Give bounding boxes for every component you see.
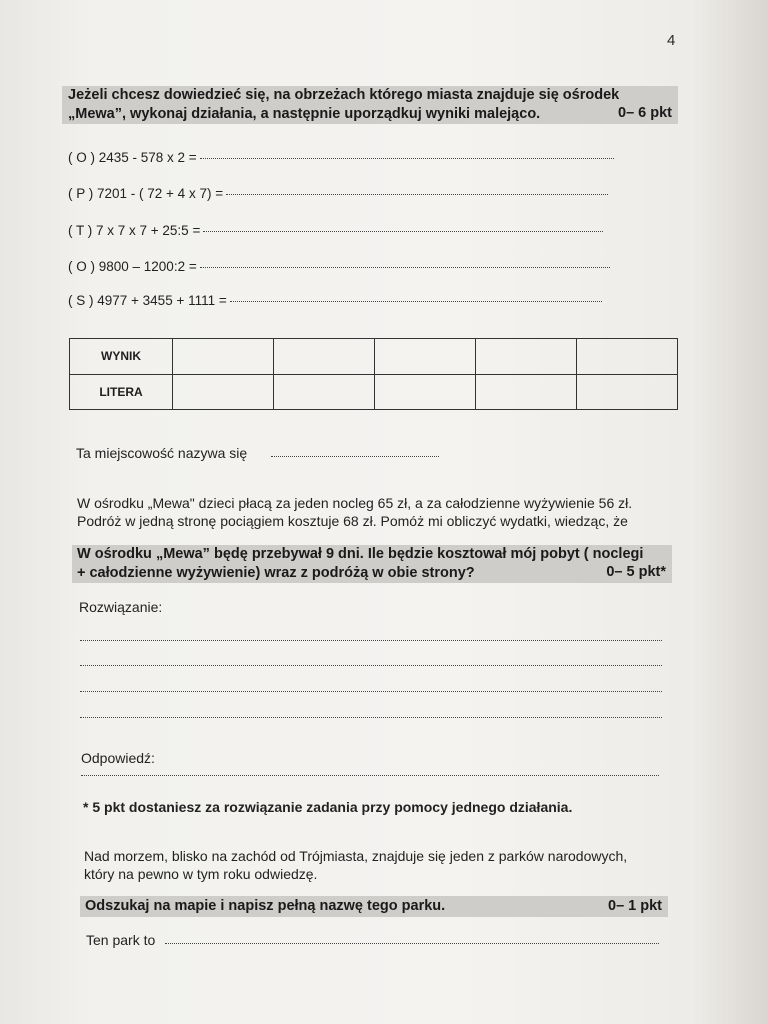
table-cell[interactable] (577, 374, 678, 410)
equation-row (68, 293, 602, 308)
answer-line[interactable] (81, 775, 659, 776)
table-cell[interactable] (173, 339, 274, 375)
equation-row (68, 259, 610, 274)
equation-row (68, 150, 614, 165)
equation-row (68, 186, 608, 201)
answer-label: Odpowiedź: (81, 750, 155, 766)
table-cell[interactable] (375, 339, 476, 375)
result-table (69, 338, 678, 410)
task3-intro-line1: Nad morzem, blisko na zachód od Trójmiasta, znajduje się jeden z parków narodowych, (84, 848, 628, 864)
equation-text: ( P ) 7201 - ( 72 + 4 x 7) = (68, 186, 224, 201)
equation-text: ( O ) 9800 – 1200:2 = (68, 259, 197, 274)
solution-line[interactable] (80, 691, 662, 692)
task1-header (62, 86, 678, 124)
table-cell[interactable] (577, 339, 678, 375)
park-prompt: Ten park to (86, 932, 156, 948)
solution-line[interactable] (80, 717, 662, 718)
row-label-litera: LITERA (70, 374, 173, 410)
task1-points: 0– 6 pkt (618, 105, 672, 121)
solution-line[interactable] (80, 665, 662, 666)
task1-header-line1: Jeżeli chcesz dowiedzieć się, na obrzeżach którego miasta znajduje się ośrodek (68, 87, 620, 103)
task3-header (80, 896, 668, 917)
town-answer-line[interactable] (271, 456, 439, 457)
table-cell[interactable] (173, 374, 274, 410)
answer-dotted-line[interactable] (200, 267, 610, 268)
task3-header-text: Odszukaj na mapie i napisz pełną nazwę tego parku. (85, 898, 446, 914)
solution-label: Rozwiązanie: (79, 599, 163, 615)
table-row-wynik (70, 339, 678, 375)
park-answer-line[interactable] (165, 943, 659, 944)
equation-text: ( S ) 4977 + 3455 + 1111 = (68, 293, 227, 308)
table-row-litera (70, 374, 678, 410)
table-cell[interactable] (476, 339, 577, 375)
solution-line[interactable] (80, 640, 662, 641)
task2-intro-line1: W ośrodku „Mewa" dzieci płacą za jeden nocleg 65 zł, a za całodzienne wyżywienie 56 zł. (77, 495, 633, 511)
task2-header (72, 545, 672, 583)
task2-header-line2: + całodzienne wyżywienie) wraz z podróżą w obie strony? (77, 565, 475, 581)
answer-dotted-line[interactable] (226, 194, 608, 195)
equation-text: ( O ) 2435 - 578 x 2 = (68, 150, 197, 165)
answer-dotted-line[interactable] (203, 231, 603, 232)
task2-intro-line2: Podróż w jedną stronę pociągiem kosztuje 68 zł. Pomóż mi obliczyć wydatki, wiedząc, że (77, 513, 628, 529)
task2-note: * 5 pkt dostaniesz za rozwiązanie zadania przy pomocy jednego działania. (83, 799, 573, 815)
task3-points: 0– 1 pkt (608, 898, 662, 914)
table-cell[interactable] (274, 339, 375, 375)
table-cell[interactable] (375, 374, 476, 410)
town-prompt: Ta miejscowość nazywa się (76, 445, 248, 461)
equation-row (68, 223, 603, 238)
task2-points: 0– 5 pkt* (606, 564, 666, 580)
task1-header-line2: „Mewa”, wykonaj działania, a następnie uporządkuj wyniki malejąco. (68, 106, 541, 122)
table-cell[interactable] (476, 374, 577, 410)
table-cell[interactable] (274, 374, 375, 410)
equation-text: ( T ) 7 x 7 x 7 + 25:5 = (68, 223, 201, 238)
row-label-wynik: WYNIK (70, 339, 173, 375)
answer-dotted-line[interactable] (230, 301, 602, 302)
page-number: 4 (667, 32, 676, 49)
task3-intro-line2: który na pewno w tym roku odwiedzę. (84, 866, 318, 882)
task2-header-line1: W ośrodku „Mewa” będę przebywał 9 dni. Ile będzie kosztował mój pobyt ( noclegi (77, 546, 644, 562)
answer-dotted-line[interactable] (200, 158, 614, 159)
